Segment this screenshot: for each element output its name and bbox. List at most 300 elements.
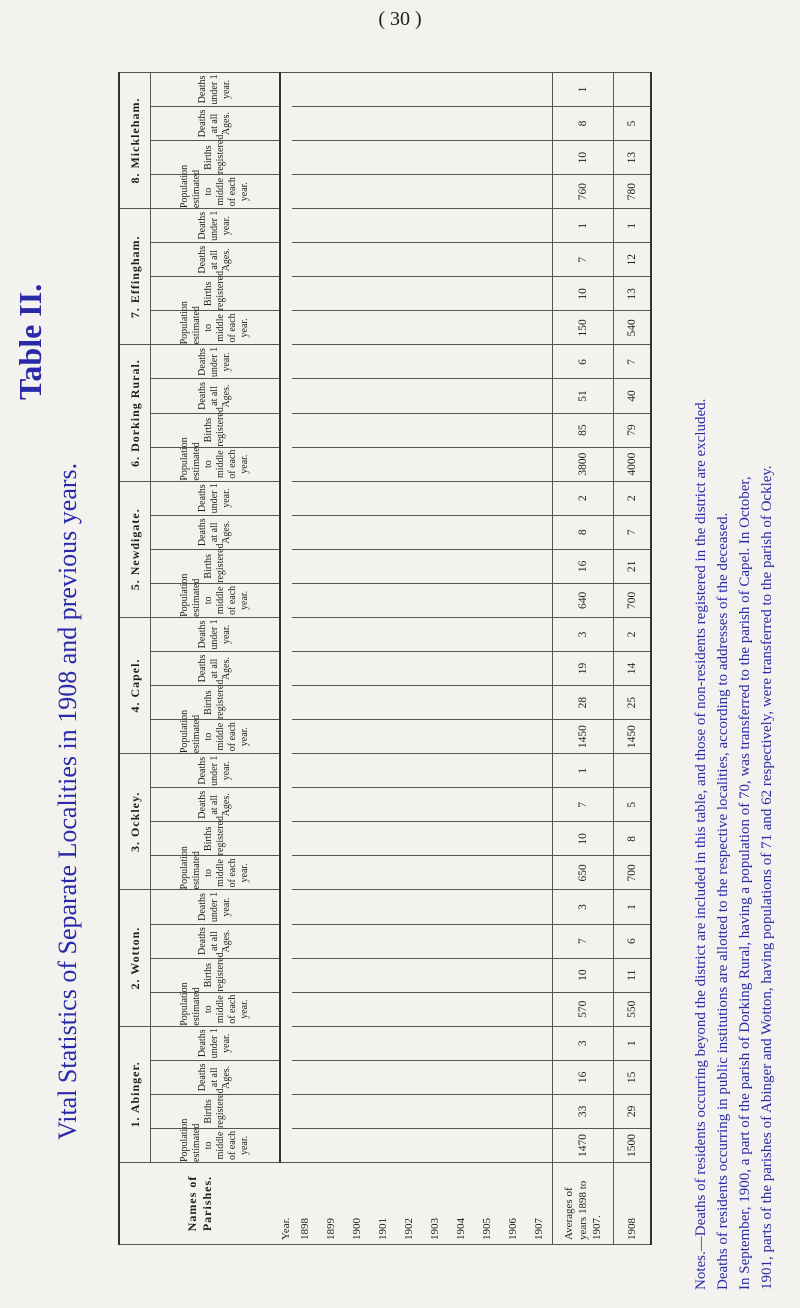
table-cell bbox=[474, 924, 500, 958]
table-cell bbox=[526, 277, 553, 311]
table-cell bbox=[344, 447, 370, 481]
table-cell bbox=[396, 651, 422, 685]
table-row bbox=[318, 72, 344, 1244]
table-row bbox=[422, 72, 448, 1244]
year-cell: 1900 bbox=[344, 1163, 370, 1245]
table-cell bbox=[422, 141, 448, 175]
table-cell bbox=[292, 549, 318, 583]
table-cell bbox=[500, 924, 526, 958]
final-year-label: 1908 bbox=[614, 1163, 652, 1245]
table-cell bbox=[474, 890, 500, 924]
table-cell bbox=[474, 277, 500, 311]
table-cell bbox=[396, 379, 422, 413]
year-header-fill bbox=[280, 72, 292, 1162]
table-cell bbox=[292, 175, 318, 209]
table-cell bbox=[396, 549, 422, 583]
averages-cell: 10 bbox=[553, 822, 614, 856]
table-cell bbox=[500, 106, 526, 140]
table-cell bbox=[292, 481, 318, 515]
table-cell bbox=[526, 413, 553, 447]
table-row bbox=[500, 72, 526, 1244]
table-cell bbox=[344, 1128, 370, 1162]
table-cell bbox=[396, 958, 422, 992]
table-cell bbox=[318, 788, 344, 822]
table-cell bbox=[448, 243, 474, 277]
table-cell bbox=[344, 788, 370, 822]
year-cell: 1903 bbox=[422, 1163, 448, 1245]
table-cell bbox=[422, 651, 448, 685]
table-cell bbox=[370, 617, 396, 651]
table-cell bbox=[474, 1128, 500, 1162]
table-cell bbox=[318, 924, 344, 958]
year-1908-cell: 25 bbox=[614, 686, 652, 720]
table-cell bbox=[318, 1060, 344, 1094]
year-cell: 1904 bbox=[448, 1163, 474, 1245]
column-header-deaths-under-1: Deaths under 1 year. bbox=[151, 481, 281, 515]
table-cell bbox=[370, 822, 396, 856]
table-cell bbox=[422, 277, 448, 311]
table-cell bbox=[474, 447, 500, 481]
table-cell bbox=[396, 106, 422, 140]
averages-cell: 570 bbox=[553, 992, 614, 1026]
table-cell bbox=[370, 958, 396, 992]
averages-cell: 1 bbox=[553, 209, 614, 243]
table-cell bbox=[526, 345, 553, 379]
table-cell bbox=[500, 413, 526, 447]
column-header-population: Population estimated to middle of each year. bbox=[151, 720, 281, 754]
table-cell bbox=[474, 1026, 500, 1060]
table-cell bbox=[500, 515, 526, 549]
table-cell bbox=[344, 311, 370, 345]
table-cell bbox=[422, 1094, 448, 1128]
column-header-births-registered: Births registered. bbox=[151, 686, 281, 720]
table-cell bbox=[318, 992, 344, 1026]
table-cell bbox=[396, 515, 422, 549]
table-cell bbox=[474, 651, 500, 685]
table-cell bbox=[448, 890, 474, 924]
averages-cell: 7 bbox=[553, 243, 614, 277]
table-cell bbox=[370, 583, 396, 617]
column-header-population: Population estimated to middle of each year. bbox=[151, 992, 281, 1026]
averages-cell: 3800 bbox=[553, 447, 614, 481]
table-cell bbox=[396, 924, 422, 958]
table-cell bbox=[344, 651, 370, 685]
table-cell bbox=[344, 379, 370, 413]
table-cell bbox=[396, 277, 422, 311]
table-cell bbox=[500, 754, 526, 788]
table-cell bbox=[448, 754, 474, 788]
table-cell bbox=[448, 924, 474, 958]
table-cell bbox=[292, 1094, 318, 1128]
table-cell bbox=[396, 72, 422, 106]
table-cell bbox=[422, 1128, 448, 1162]
table-cell bbox=[318, 175, 344, 209]
table-cell bbox=[448, 1128, 474, 1162]
column-header-deaths-under-1: Deaths under 1 year. bbox=[151, 890, 281, 924]
column-header-births-registered: Births registered. bbox=[151, 822, 281, 856]
table-cell bbox=[396, 583, 422, 617]
table-cell bbox=[292, 651, 318, 685]
parish-header: 6. Dorking Rural. bbox=[119, 345, 151, 481]
year-1908-cell: 15 bbox=[614, 1060, 652, 1094]
table-cell bbox=[448, 277, 474, 311]
table-row bbox=[474, 72, 500, 1244]
column-header-population: Population estimated to middle of each year. bbox=[151, 583, 281, 617]
year-1908-cell: 8 bbox=[614, 822, 652, 856]
table-cell bbox=[474, 141, 500, 175]
column-header-deaths-all-ages: Deaths at all Ages. bbox=[151, 924, 281, 958]
year-1908-cell: 5 bbox=[614, 788, 652, 822]
table-cell bbox=[292, 856, 318, 890]
table-cell bbox=[422, 992, 448, 1026]
table-cell bbox=[344, 277, 370, 311]
table-cell bbox=[448, 141, 474, 175]
table-row bbox=[370, 72, 396, 1244]
table-cell bbox=[526, 72, 553, 106]
table-cell bbox=[500, 686, 526, 720]
table-cell bbox=[526, 856, 553, 890]
table-cell bbox=[292, 311, 318, 345]
table-cell bbox=[370, 924, 396, 958]
table-cell bbox=[396, 686, 422, 720]
column-header-deaths-all-ages: Deaths at all Ages. bbox=[151, 788, 281, 822]
table-cell bbox=[318, 72, 344, 106]
averages-cell: 1 bbox=[553, 72, 614, 106]
averages-cell: 1450 bbox=[553, 720, 614, 754]
table-cell bbox=[448, 617, 474, 651]
table-cell bbox=[370, 345, 396, 379]
averages-cell: 3 bbox=[553, 1026, 614, 1060]
table-cell bbox=[396, 617, 422, 651]
table-cell bbox=[474, 209, 500, 243]
averages-cell: 3 bbox=[553, 617, 614, 651]
year-1908-cell bbox=[614, 754, 652, 788]
table-cell bbox=[318, 958, 344, 992]
table-cell bbox=[344, 890, 370, 924]
column-header-deaths-all-ages: Deaths at all Ages. bbox=[151, 379, 281, 413]
year-1908-cell: 700 bbox=[614, 856, 652, 890]
table-cell bbox=[370, 481, 396, 515]
table-cell bbox=[500, 175, 526, 209]
note-2: Deaths of residents occurring in public institutions are allotted to the respective localities, according to addresses of the deceased. bbox=[715, 512, 731, 1290]
table-cell bbox=[422, 311, 448, 345]
table-cell bbox=[500, 1060, 526, 1094]
averages-cell: 1 bbox=[553, 754, 614, 788]
table-cell bbox=[422, 515, 448, 549]
table-cell bbox=[292, 447, 318, 481]
table-cell bbox=[344, 924, 370, 958]
table-cell bbox=[292, 1026, 318, 1060]
column-header-population: Population estimated to middle of each year. bbox=[151, 311, 281, 345]
table-cell bbox=[422, 1026, 448, 1060]
table-cell bbox=[318, 209, 344, 243]
table-cell bbox=[526, 890, 553, 924]
table-cell bbox=[396, 175, 422, 209]
note-1: Notes.—Deaths of residents occurring beyond the district are included in this table, and those of non-residents registered in the district are excluded. bbox=[693, 398, 709, 1290]
table-cell bbox=[318, 106, 344, 140]
table-cell bbox=[526, 447, 553, 481]
table-cell bbox=[318, 686, 344, 720]
year-1908-cell: 29 bbox=[614, 1094, 652, 1128]
averages-cell: 10 bbox=[553, 277, 614, 311]
averages-cell: 650 bbox=[553, 856, 614, 890]
table-cell bbox=[526, 141, 553, 175]
table-cell bbox=[344, 141, 370, 175]
table-cell bbox=[318, 515, 344, 549]
year-cell: 1907 bbox=[526, 1163, 553, 1245]
table-cell bbox=[318, 1026, 344, 1060]
table-cell bbox=[318, 754, 344, 788]
averages-cell: 6 bbox=[553, 345, 614, 379]
table-cell bbox=[422, 720, 448, 754]
table-cell bbox=[526, 311, 553, 345]
table-cell bbox=[474, 617, 500, 651]
table-cell bbox=[448, 175, 474, 209]
column-header-deaths-under-1: Deaths under 1 year. bbox=[151, 345, 281, 379]
table-cell bbox=[292, 617, 318, 651]
table-cell bbox=[448, 1026, 474, 1060]
column-header-births-registered: Births registered. bbox=[151, 277, 281, 311]
table-cell bbox=[500, 141, 526, 175]
year-1908-cell: 1 bbox=[614, 1026, 652, 1060]
table-cell bbox=[344, 345, 370, 379]
averages-cell: 16 bbox=[553, 549, 614, 583]
table-cell bbox=[292, 992, 318, 1026]
table-cell bbox=[292, 788, 318, 822]
table-cell bbox=[292, 243, 318, 277]
table-cell bbox=[474, 515, 500, 549]
column-header-deaths-under-1: Deaths under 1 year. bbox=[151, 754, 281, 788]
table-cell bbox=[396, 1060, 422, 1094]
year-1908-cell: 4000 bbox=[614, 447, 652, 481]
column-header-births-registered: Births registered. bbox=[151, 958, 281, 992]
table-cell bbox=[396, 481, 422, 515]
table-cell bbox=[318, 549, 344, 583]
column-header-deaths-under-1: Deaths under 1 year. bbox=[151, 209, 281, 243]
table-cell bbox=[500, 651, 526, 685]
averages-cell: 3 bbox=[553, 890, 614, 924]
table-cell bbox=[474, 1060, 500, 1094]
year-1908-cell: 700 bbox=[614, 583, 652, 617]
table-cell bbox=[370, 243, 396, 277]
averages-cell: 640 bbox=[553, 583, 614, 617]
table-cell bbox=[422, 958, 448, 992]
table-cell bbox=[318, 617, 344, 651]
notes bbox=[690, 20, 778, 1290]
table-cell bbox=[422, 379, 448, 413]
table-cell bbox=[370, 1026, 396, 1060]
year-cell: 1898 bbox=[292, 1163, 318, 1245]
table-cell bbox=[370, 1060, 396, 1094]
table-cell bbox=[318, 141, 344, 175]
table-cell bbox=[318, 277, 344, 311]
table-cell bbox=[526, 1128, 553, 1162]
table-cell bbox=[448, 958, 474, 992]
table-cell bbox=[474, 686, 500, 720]
table-cell bbox=[448, 1094, 474, 1128]
table-cell bbox=[318, 379, 344, 413]
table-cell bbox=[526, 549, 553, 583]
table-cell bbox=[448, 583, 474, 617]
table-cell bbox=[422, 72, 448, 106]
column-header-population: Population estimated to middle of each year. bbox=[151, 175, 281, 209]
table-cell bbox=[422, 549, 448, 583]
column-header-births-registered: Births registered. bbox=[151, 549, 281, 583]
year-1908-cell: 1500 bbox=[614, 1128, 652, 1162]
table-cell bbox=[448, 481, 474, 515]
table-cell bbox=[396, 856, 422, 890]
column-header-deaths-under-1: Deaths under 1 year. bbox=[151, 617, 281, 651]
table-cell bbox=[422, 583, 448, 617]
year-cell: 1906 bbox=[500, 1163, 526, 1245]
table-cell bbox=[396, 1128, 422, 1162]
table-cell bbox=[292, 345, 318, 379]
table-cell bbox=[292, 413, 318, 447]
table-cell bbox=[344, 515, 370, 549]
column-header-population: Population estimated to middle of each year. bbox=[151, 1128, 281, 1162]
table-subtitle: Vital Statistics of Separate Localities in 1908 and previous years. bbox=[53, 462, 82, 1140]
parish-header: 2. Wotton. bbox=[119, 890, 151, 1026]
table-cell bbox=[318, 651, 344, 685]
table-cell bbox=[370, 549, 396, 583]
table-cell bbox=[526, 379, 553, 413]
table-cell bbox=[500, 447, 526, 481]
table-cell bbox=[292, 958, 318, 992]
table-cell bbox=[292, 890, 318, 924]
year-1908-cell: 1 bbox=[614, 890, 652, 924]
table-row bbox=[526, 72, 553, 1244]
table-row bbox=[396, 72, 422, 1244]
table-cell bbox=[526, 992, 553, 1026]
averages-cell: 2 bbox=[553, 481, 614, 515]
table-cell bbox=[396, 992, 422, 1026]
table-cell bbox=[344, 958, 370, 992]
table-cell bbox=[422, 413, 448, 447]
table-cell bbox=[500, 277, 526, 311]
averages-cell: 51 bbox=[553, 379, 614, 413]
table-cell bbox=[292, 1060, 318, 1094]
table-cell bbox=[396, 345, 422, 379]
year-cell: 1905 bbox=[474, 1163, 500, 1245]
column-header-deaths-all-ages: Deaths at all Ages. bbox=[151, 651, 281, 685]
table-cell bbox=[474, 583, 500, 617]
table-cell bbox=[370, 141, 396, 175]
table-cell bbox=[370, 856, 396, 890]
statistics-table-wrapper bbox=[118, 75, 638, 1245]
table-cell bbox=[526, 686, 553, 720]
table-cell bbox=[448, 651, 474, 685]
table-cell bbox=[526, 1094, 553, 1128]
table-cell bbox=[370, 720, 396, 754]
table-cell bbox=[344, 617, 370, 651]
table-row bbox=[292, 72, 318, 1244]
table-cell bbox=[474, 311, 500, 345]
column-header-deaths-under-1: Deaths under 1 year. bbox=[151, 1026, 281, 1060]
table-cell bbox=[292, 209, 318, 243]
table-cell bbox=[474, 549, 500, 583]
statistics-table bbox=[118, 72, 652, 1245]
column-header-births-registered: Births registered. bbox=[151, 141, 281, 175]
table-cell bbox=[474, 379, 500, 413]
table-cell bbox=[370, 651, 396, 685]
table-cell bbox=[396, 754, 422, 788]
table-cell bbox=[370, 175, 396, 209]
parishes-header: Names of Parishes. bbox=[119, 1163, 280, 1245]
table-cell bbox=[500, 1128, 526, 1162]
table-cell bbox=[396, 1026, 422, 1060]
table-cell bbox=[396, 1094, 422, 1128]
table-cell bbox=[422, 175, 448, 209]
year-1908-cell: 5 bbox=[614, 106, 652, 140]
table-cell bbox=[318, 583, 344, 617]
table-cell bbox=[526, 754, 553, 788]
table-cell bbox=[448, 106, 474, 140]
year-1908-cell: 13 bbox=[614, 141, 652, 175]
table-cell bbox=[500, 890, 526, 924]
year-cell: 1899 bbox=[318, 1163, 344, 1245]
year-1908-cell: 2 bbox=[614, 617, 652, 651]
table-cell bbox=[526, 1060, 553, 1094]
table-cell bbox=[344, 549, 370, 583]
page-number: ( 30 ) bbox=[378, 8, 422, 30]
table-cell bbox=[448, 1060, 474, 1094]
table-cell bbox=[370, 686, 396, 720]
averages-cell: 33 bbox=[553, 1094, 614, 1128]
table-cell bbox=[422, 209, 448, 243]
year-1908-cell: 2 bbox=[614, 481, 652, 515]
table-title: Table II. bbox=[12, 283, 48, 400]
table-cell bbox=[344, 413, 370, 447]
table-cell bbox=[370, 311, 396, 345]
table-cell bbox=[500, 379, 526, 413]
table-cell bbox=[370, 992, 396, 1026]
year-1908-cell: 12 bbox=[614, 243, 652, 277]
table-cell bbox=[474, 720, 500, 754]
year-1908-cell: 14 bbox=[614, 651, 652, 685]
averages-cell: 8 bbox=[553, 515, 614, 549]
table-cell bbox=[474, 754, 500, 788]
table-title-block bbox=[12, 284, 83, 1220]
table-cell bbox=[526, 924, 553, 958]
table-cell bbox=[344, 992, 370, 1026]
table-cell bbox=[344, 1060, 370, 1094]
table-cell bbox=[318, 822, 344, 856]
table-cell bbox=[344, 175, 370, 209]
year-1908-cell: 7 bbox=[614, 515, 652, 549]
table-cell bbox=[344, 106, 370, 140]
table-cell bbox=[422, 686, 448, 720]
table-cell bbox=[292, 515, 318, 549]
averages-label: Averages of years 1898 to 1907. bbox=[553, 1163, 614, 1245]
table-cell bbox=[422, 1060, 448, 1094]
table-cell bbox=[474, 72, 500, 106]
averages-cell: 760 bbox=[553, 175, 614, 209]
table-cell bbox=[318, 1094, 344, 1128]
year-header: Year. bbox=[280, 1163, 292, 1245]
table-cell bbox=[370, 277, 396, 311]
table-cell bbox=[292, 754, 318, 788]
table-cell bbox=[344, 72, 370, 106]
column-header-deaths-all-ages: Deaths at all Ages. bbox=[151, 515, 281, 549]
table-cell bbox=[422, 481, 448, 515]
table-cell bbox=[526, 106, 553, 140]
averages-cell: 7 bbox=[553, 924, 614, 958]
parish-header: 4. Capel. bbox=[119, 617, 151, 753]
table-cell bbox=[474, 958, 500, 992]
column-header-births-registered: Births registered. bbox=[151, 413, 281, 447]
table-cell bbox=[474, 106, 500, 140]
table-cell bbox=[422, 924, 448, 958]
